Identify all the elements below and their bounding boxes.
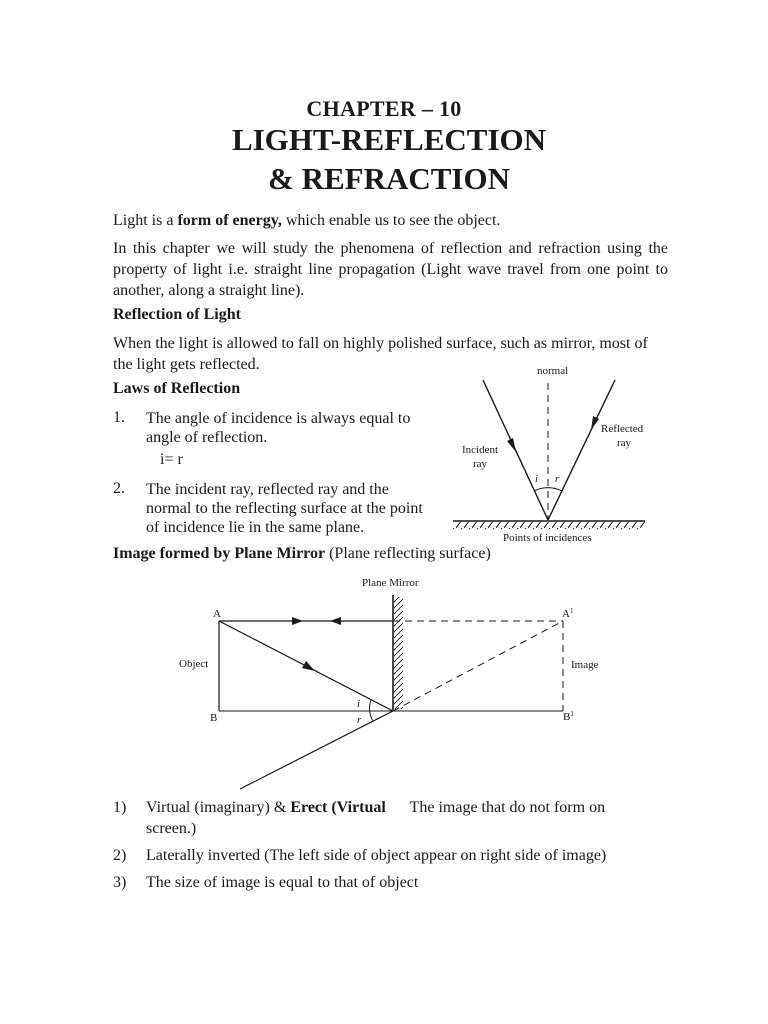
chapter-title-line1: LIGHT-REFLECTION (231, 122, 547, 157)
oblique-reflected-ray (240, 711, 393, 789)
image-label: Image (571, 659, 599, 671)
point-b1-label: $B^1$ (563, 710, 574, 723)
property-1-bold: Erect (Virtual (290, 799, 386, 816)
intro-p1-pre: Light is a (113, 212, 178, 229)
plane-mirror-heading-rest: (Plane reflecting surface) (325, 545, 491, 562)
reflection-text: When the light is allowed to fall on highly polished surface, such as mirror, most of the light gets reflected. (113, 335, 648, 373)
point-a1-label: $A^1$ (562, 607, 574, 620)
oblique-ray-arrow-icon (302, 661, 315, 671)
incident-label-1: Incident (462, 444, 499, 456)
mirror-hatching (394, 597, 403, 709)
property-1-text (146, 799, 605, 817)
virtual-ray (393, 621, 563, 711)
points-of-incidence-label: Points of incidences (503, 532, 592, 544)
top-ray-arrow-icon (292, 617, 303, 625)
reflected-label-2: ray (617, 437, 632, 449)
property-1-pre: Virtual (imaginary) & (146, 799, 291, 816)
chapter-number: CHAPTER – 10 (306, 96, 462, 121)
reflected-label-1: Reflected (601, 423, 644, 435)
top-ray-return-arrow-icon (330, 617, 341, 625)
plane-mirror-label: Plane Mirror (362, 577, 419, 589)
property-1-continuation: screen.) (146, 820, 197, 837)
point-a-label: A (213, 608, 221, 620)
law-1-text: The angle of incidence is always equal to angle of reflection. (146, 410, 411, 446)
mirror-angle-r-label: r (357, 714, 362, 726)
reflection-heading: Reflection of Light (113, 306, 241, 323)
laws-heading: Laws of Reflection (113, 380, 241, 397)
property-1-number: 1) (113, 799, 127, 816)
law-1-formula: i= r (160, 451, 183, 468)
mirror-angle-i-label: i (357, 698, 361, 710)
intro-paragraph-2: In this chapter we will study the phenomena of reflection and refraction using the property of light i.e. straight line propagation (Light wave travel from one point to another, along a straight line). (113, 240, 668, 299)
property-3-number: 3) (113, 874, 127, 891)
normal-label: normal (537, 365, 569, 377)
angle-r-label: r (555, 473, 560, 485)
plane-mirror-heading-bold: Image formed by Plane Mirror (113, 545, 326, 562)
law-1-number: 1. (113, 409, 125, 426)
intro-p1-bold: form of energy, (177, 212, 282, 229)
law-2-number: 2. (113, 480, 125, 497)
angle-i-label: i (535, 473, 539, 485)
property-2-number: 2) (113, 847, 127, 864)
chapter-title-line2: & REFRACTION (268, 161, 510, 196)
property-1-post: The image that do not form on (385, 799, 606, 816)
property-3-text: The size of image is equal to that of object (146, 874, 419, 891)
law-2-text: The incident ray, reflected ray and the normal to the reflecting surface at the point of incidence lie in the same plane. (146, 481, 423, 536)
point-b-label: B (210, 712, 218, 724)
property-2-text: Laterally inverted (The left side of object appear on right side of image) (146, 847, 607, 864)
intro-p1-post: which enable us to see the object. (281, 212, 501, 229)
incident-label-2: ray (473, 458, 488, 470)
object-label: Object (179, 658, 209, 670)
